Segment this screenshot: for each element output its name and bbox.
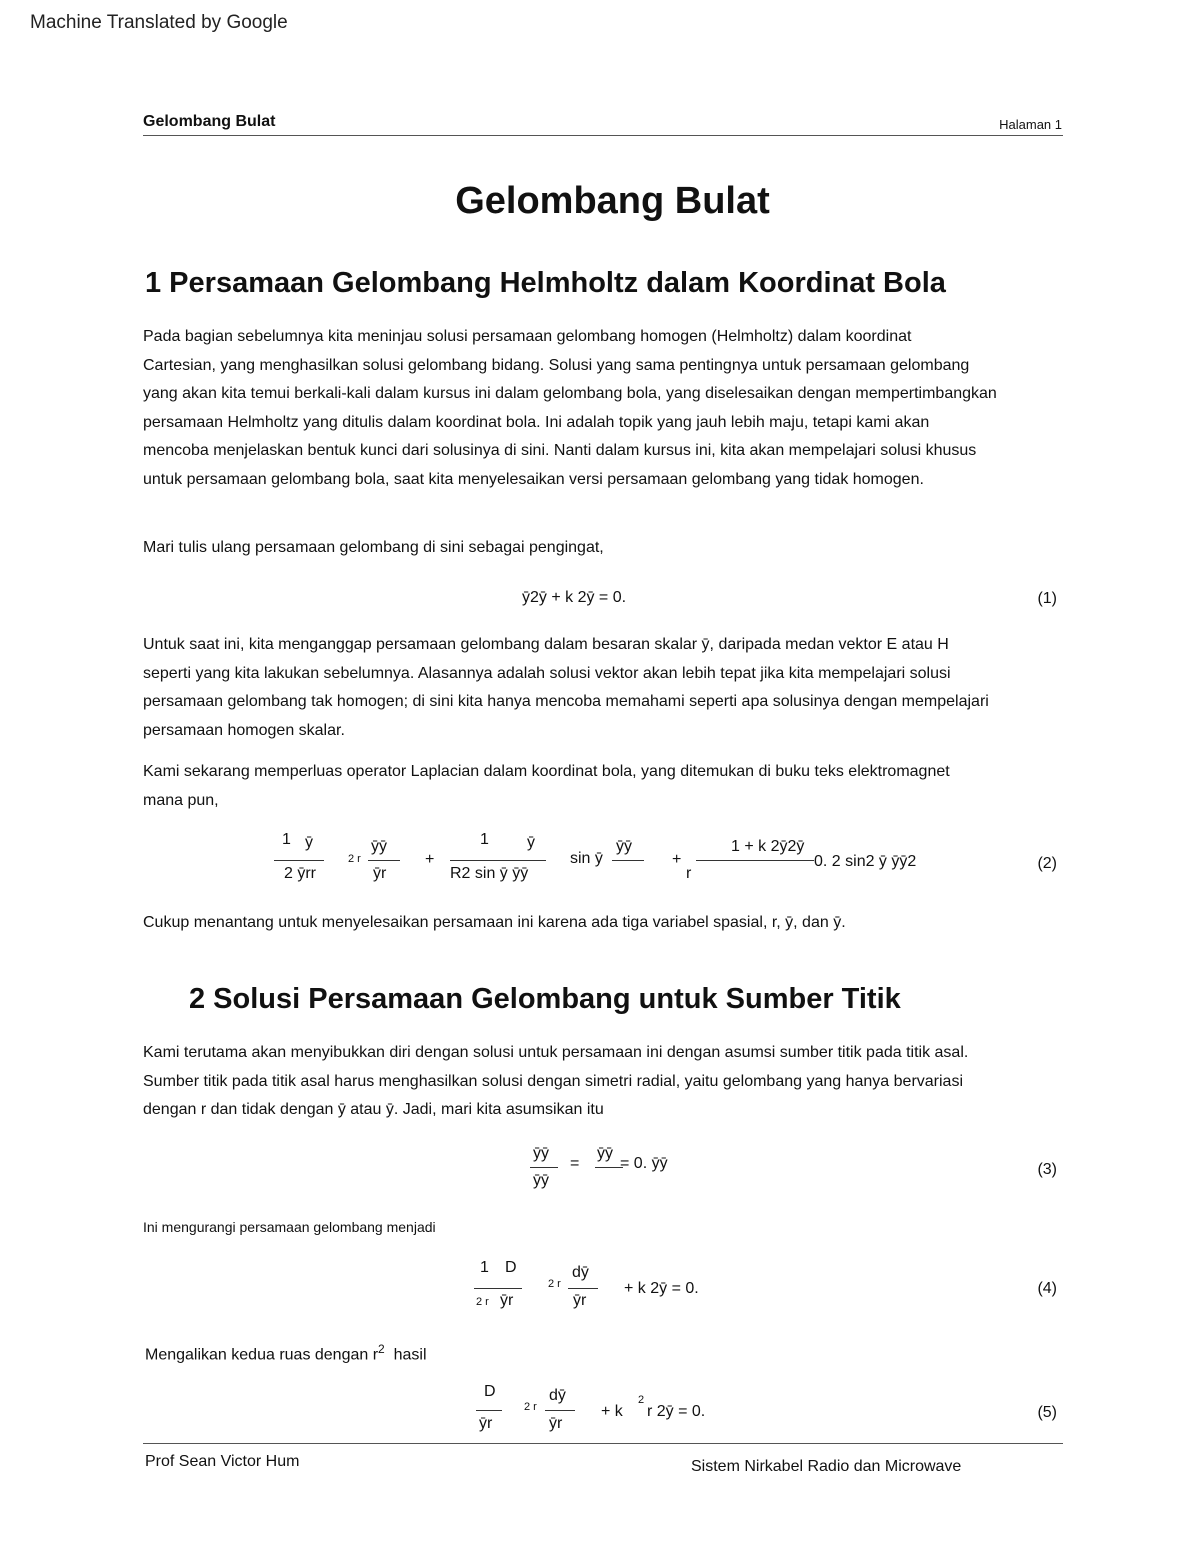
superscript: 2: [378, 1342, 385, 1356]
eq2-term: ȳr: [373, 865, 387, 882]
text-line: persamaan homogen skalar.: [143, 721, 345, 739]
eq5-fraction-bar: [545, 1410, 575, 1411]
eq2-term: 1: [480, 831, 489, 848]
text-segment: Mengalikan kedua ruas dengan r: [145, 1346, 379, 1364]
eq2-term: +: [425, 851, 435, 868]
eq3-term: ȳȳ: [533, 1172, 549, 1189]
page-number: Halaman 1: [999, 117, 1062, 132]
eq2-fraction-bar: [274, 860, 324, 861]
text-line: Sumber titik pada titik asal harus menghasilkan solusi dengan simetri radial, yaitu gelombang yang hanya bervariasi: [143, 1072, 963, 1090]
running-header-title: Gelombang Bulat: [143, 113, 276, 130]
eq3-term: =: [570, 1155, 580, 1172]
text-line: Pada bagian sebelumnya kita meninjau solusi persamaan gelombang homogen (Helmholtz) dalam koordinat: [143, 328, 912, 345]
section-2-paragraph-2: Ini mengurangi persamaan gelombang menjadi: [143, 1219, 436, 1235]
watermark: Machine Translated by Google: [30, 12, 288, 33]
eq5-term: dȳ: [549, 1387, 566, 1404]
eq5-term: ȳr: [549, 1415, 563, 1432]
text-line: dengan r dan tidak dengan ȳ atau ȳ. Jadi, mari kita asumsikan itu: [143, 1101, 604, 1118]
text-line: Kami terutama akan menyibukkan diri dengan solusi untuk persamaan ini dengan asumsi sumber titik pada titik asal.: [143, 1044, 969, 1061]
eq3-term: ȳȳ: [533, 1145, 549, 1162]
eq2-term: 2 ȳrr: [284, 865, 316, 882]
eq2-term: ȳȳ: [371, 838, 387, 855]
text-line: mana pun,: [143, 791, 219, 809]
eq2-fraction-bar: [368, 860, 400, 861]
eq2-fraction-bar: [696, 860, 814, 861]
eq4-fraction-bar: [474, 1288, 522, 1289]
eq5-term: r 2ȳ = 0.: [647, 1403, 706, 1420]
section-2-paragraph-3: [145, 1342, 427, 1364]
eq5-term: D: [484, 1383, 496, 1400]
text-line: yang akan kita temui berkali-kali dalam kursus ini dalam gelombang bola, yang diselesaikan dengan mempertimbangkan: [143, 385, 997, 402]
eq2-term: r: [686, 865, 692, 882]
text-line: Cartesian, yang menghasilkan solusi gelombang bidang. Solusi yang sama pentingnya untuk persamaan gelombang: [143, 356, 970, 374]
text-line: seperti yang kita lakukan sebelumnya. Alasannya adalah solusi vektor akan lebih tepat jika kita mempelajari solusi: [143, 664, 951, 682]
eq2-term: 1 + k 2ȳ2ȳ: [731, 838, 805, 855]
text-line: Kami sekarang memperluas operator Laplacian dalam koordinat bola, yang ditemukan di buku teks elektromagnet: [143, 763, 950, 780]
footer-rule: [143, 1443, 1063, 1444]
text-line: mencoba menjelaskan bentuk kunci dari solusinya di sini. Nanti dalam kursus ini, kita akan mempelajari solusi khusus: [143, 442, 977, 459]
eq4-term: 1: [480, 1259, 489, 1276]
text-segment: hasil: [393, 1346, 427, 1364]
eq2-term: ȳȳ: [616, 838, 632, 855]
eq4-term: 2 r: [476, 1296, 489, 1308]
section-1-paragraph-2: Mari tulis ulang persamaan gelombang di sini sebagai pengingat,: [143, 539, 604, 556]
eq4-fraction-bar: [568, 1288, 598, 1289]
equation-2-number: (2): [1037, 855, 1057, 872]
eq2-term: ȳ: [305, 834, 313, 851]
text-line: untuk persamaan gelombang bola, saat kita menyelesaikan versi persamaan gelombang yang tidak homogen.: [143, 470, 924, 488]
eq2-fraction-bar: [612, 860, 644, 861]
equation-4-number: (4): [1037, 1280, 1057, 1297]
eq3-term: = 0. ȳȳ: [620, 1155, 668, 1172]
eq5-term: + k: [601, 1403, 623, 1420]
eq3-fraction-bar: [530, 1167, 558, 1168]
equation-1: ȳ2ȳ + k 2ȳ = 0.: [522, 589, 627, 606]
eq3-term: ȳȳ: [597, 1145, 613, 1162]
eq3-fraction-bar: [595, 1167, 623, 1168]
equation-5-number: (5): [1037, 1404, 1057, 1421]
footer-course: Sistem Nirkabel Radio dan Microwave: [691, 1458, 962, 1475]
section-1-paragraph-4: [143, 758, 1093, 815]
section-1-paragraph-3: [143, 631, 1093, 745]
text-line: Untuk saat ini, kita menganggap persamaan gelombang dalam besaran skalar ȳ, daripada medan vektor E atau H: [143, 636, 949, 653]
document-title: Gelombang Bulat: [455, 180, 770, 222]
eq4-term: ȳr: [573, 1292, 587, 1309]
eq5-fraction-bar: [476, 1410, 502, 1411]
eq2-term: 0. 2 sin2 ȳ ȳȳ2: [814, 853, 917, 870]
eq2-term: sin ȳ: [570, 850, 603, 867]
equation-3-number: (3): [1037, 1161, 1057, 1178]
section-2-heading: 2 Solusi Persamaan Gelombang untuk Sumber Titik: [189, 983, 901, 1015]
eq2-term: +: [672, 851, 682, 868]
text-line: persamaan gelombang tak homogen; di sini kita hanya mencoba memahami seperti apa solusinya dengan mempelajari: [143, 693, 989, 710]
section-1-paragraph-1: [143, 323, 1093, 494]
eq4-term: ȳr: [500, 1292, 514, 1309]
eq5-term: ȳr: [479, 1415, 493, 1432]
section-2-paragraph-1: [143, 1039, 1093, 1125]
eq5-term: 2 r: [524, 1401, 537, 1413]
eq2-fraction-bar: [450, 860, 546, 861]
eq2-term: 1: [282, 831, 291, 848]
text-line: persamaan Helmholtz yang ditulis dalam koordinat bola. Ini adalah topik yang jauh lebih maju, tetapi kami akan: [143, 413, 930, 431]
equation-1-number: (1): [1037, 590, 1057, 607]
eq4-term: 2 r: [548, 1278, 561, 1290]
eq2-term: 2 r: [348, 853, 361, 865]
eq4-term: + k 2ȳ = 0.: [624, 1280, 699, 1297]
footer-author: Prof Sean Victor Hum: [145, 1453, 300, 1470]
eq5-term: 2: [638, 1394, 645, 1406]
section-1-heading: 1 Persamaan Gelombang Helmholtz dalam Koordinat Bola: [145, 267, 946, 299]
header-rule: [143, 135, 1063, 136]
eq4-term: dȳ: [572, 1264, 589, 1281]
section-1-paragraph-5: Cukup menantang untuk menyelesaikan persamaan ini karena ada tiga variabel spasial, r, ȳ, dan ȳ.: [143, 914, 846, 931]
eq2-term: R2 sin ȳ ȳȳ: [450, 865, 529, 882]
eq4-term: D: [505, 1259, 517, 1276]
eq2-term: ȳ: [527, 834, 535, 851]
